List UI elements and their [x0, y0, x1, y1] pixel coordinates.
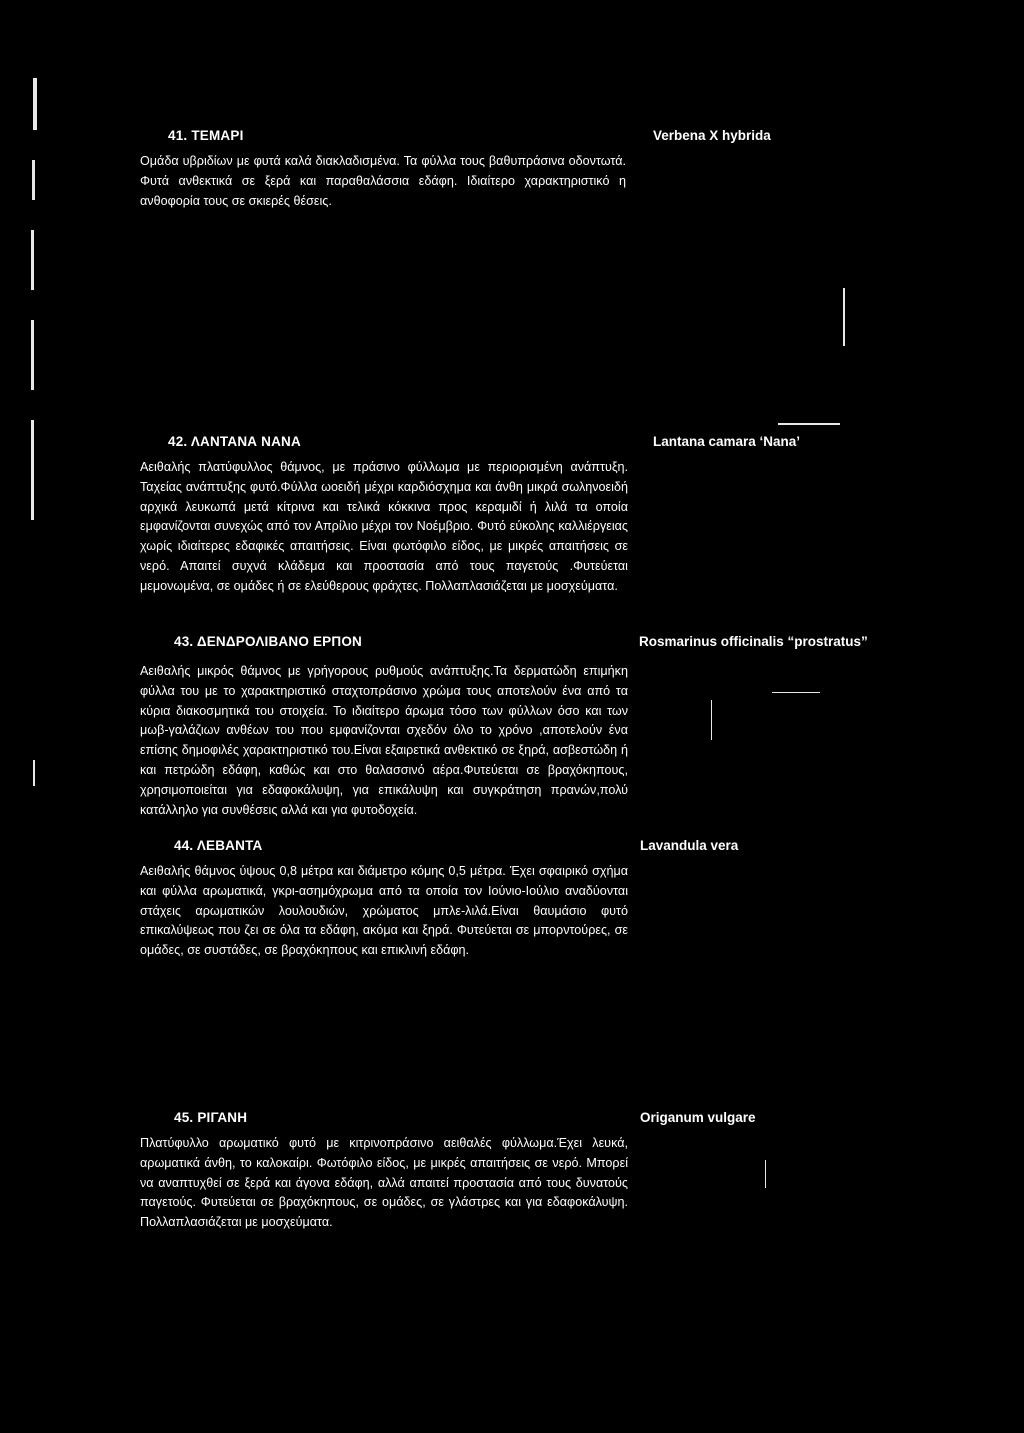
- entry-45-latin-name: Origanum vulgare: [640, 1110, 756, 1125]
- entry-43-title: 43. ΔΕΝΔΡΟΛΙΒΑΝΟ ΕΡΠΟΝ: [174, 634, 362, 649]
- entry-41-title: 41. ΤΕΜΑΡΙ: [168, 128, 244, 143]
- entry-44-text: Αειθαλής θάμνος ύψους 0,8 μέτρα και διάμετρο κόμης 0,5 μέτρα. Έχει σφαιρικό σχήμα και φύλλα αρωματικά, γκρι-ασημόχρωμα από τα οποία τον Ιούνιο-Ιούλιο αναδύονται στάχεις αρωματικών λουλουδιών, χρώματος μπλε-λιλά.Είναι θαυμάσιο φυτό επικαλύψεως που ζει σε όλα τα εδάφη, ακόμα και ξηρά. Φυτεύεται σε μπορντούρες, σε ομάδες, σε συστάδες, σε βραχόκηπους και επικλινή εδάφη.: [140, 864, 628, 958]
- entry-42-text: Αειθαλής πλατύφυλλος θάμνος, με πράσινο φύλλωμα με περιορισμένη ανάπτυξη. Ταχείας ανάπτυξης φυτό.Φύλλα ωοειδή μέχρι καρδιόσχημα και άνθη μικρά σωληνοειδή αρχικά λευκωπά μετά κίτρινα και τελικά κόκκινα προς κεραμιδί ή λιλά τα οποία εμφανίζονται συνεχώς από τον Απρίλιο μέχρι τον Νοέμβριο. Φυτό εύκολης καλλιέργειας χωρίς ιδιαίτερες εδαφικές απαιτήσεις. Είναι φωτόφιλο είδος, με μικρές απαιτήσεις σε νερό. Απαιτεί συχνά κλάδεμα και προστασία από τους παγετούς .Φυτεύεται μεμονωμένα, σε ομάδες ή σε ελεύθερους φράχτες. Πολλαπλασιάζεται με μοσχεύματα.: [140, 460, 628, 593]
- scan-edge-mark: [31, 420, 34, 520]
- entry-45-text: Πλατύφυλλο αρωματικό φυτό με κιτρινοπράσινο αειθαλές φύλλωμα.Έχει λευκά, αρωματικά άνθη, το καλοκαίρι. Φωτόφιλο είδος, με μικρές απαιτήσεις σε νερό. Μπορεί να αναπτυχθεί σε ξερά και άγονα εδάφη, αλλά απαιτεί προστασία από τους δυνατούς παγετούς. Φυτεύεται σε βραχόκηπους, σε ομάδες, σε γλάστρες και για εδαφοκάλυψη. Πολλαπλασιάζεται με μοσχεύματα.: [140, 1136, 628, 1230]
- entry-45-title: 45. ΡΙΓΑΝΗ: [174, 1110, 248, 1125]
- image-edge-mark: [772, 692, 820, 693]
- image-edge-mark: [711, 700, 712, 740]
- entry-41-latin-name: Verbena X hybrida: [653, 128, 771, 143]
- image-edge-mark: [778, 423, 840, 425]
- scan-edge-mark: [33, 78, 37, 130]
- entry-42-latin-name: Lantana camara ‘Nana’: [653, 434, 801, 449]
- entry-44-latin-name: Lavandula vera: [640, 838, 739, 853]
- entry-44-title: 44. ΛΕΒΑΝΤΑ: [174, 838, 263, 853]
- scan-edge-mark: [32, 160, 35, 200]
- image-edge-mark: [843, 288, 845, 346]
- entry-41-text: Ομάδα υβριδίων με φυτά καλά διακλαδισμένα. Τα φύλλα τους βαθυπράσινα οδοντωτά. Φυτά ανθεκτικά σε ξερά και παραθαλάσσια εδάφη. Ιδιαίτερο χαρακτηριστικό η ανθοφορία τους σε σκιερές θέσεις.: [140, 154, 626, 208]
- scan-edge-mark: [31, 320, 34, 390]
- entry-43-latin-name: Rosmarinus officinalis “prostratus”: [639, 634, 868, 649]
- entry-42-title: 42. ΛΑΝΤΑΝΑ ΝΑΝΑ: [168, 434, 301, 449]
- scan-edge-mark: [33, 760, 35, 786]
- scan-edge-mark: [31, 230, 34, 290]
- entry-43-text: Αειθαλής μικρός θάμνος με γρήγορους ρυθμούς ανάπτυξης.Τα δερματώδη επιμήκη φύλλα του με το χαρακτηριστικό σταχτοπράσινο χρώμα τους αποτελούν ένα από τα κύρια διακοσμητικά του στοιχεία. Το ιδιαίτερο άρωμα τόσο των φύλλων όσο και των μωβ-γαλάζιων ανθέων του που εμφανίζονται σχεδόν όλο το χρόνο ,αποτελούν ένα επίσης δημοφιλές χαρακτηριστικό του.Είναι εξαιρετικά ανθεκτικό σε ξηρά, ασβεστώδη ή και πετρώδη εδάφη, καθώς και στο θαλασσινό αέρα.Φυτεύεται σε βραχόκηπους, χρησιμοποιείται για εδαφοκάλυψη, για επικάλυψη και συγκράτηση πρανών,πολύ κατάλληλο για συνθέσεις αλλά και για φυτοδοχεία.: [140, 664, 628, 817]
- image-edge-mark: [765, 1160, 766, 1188]
